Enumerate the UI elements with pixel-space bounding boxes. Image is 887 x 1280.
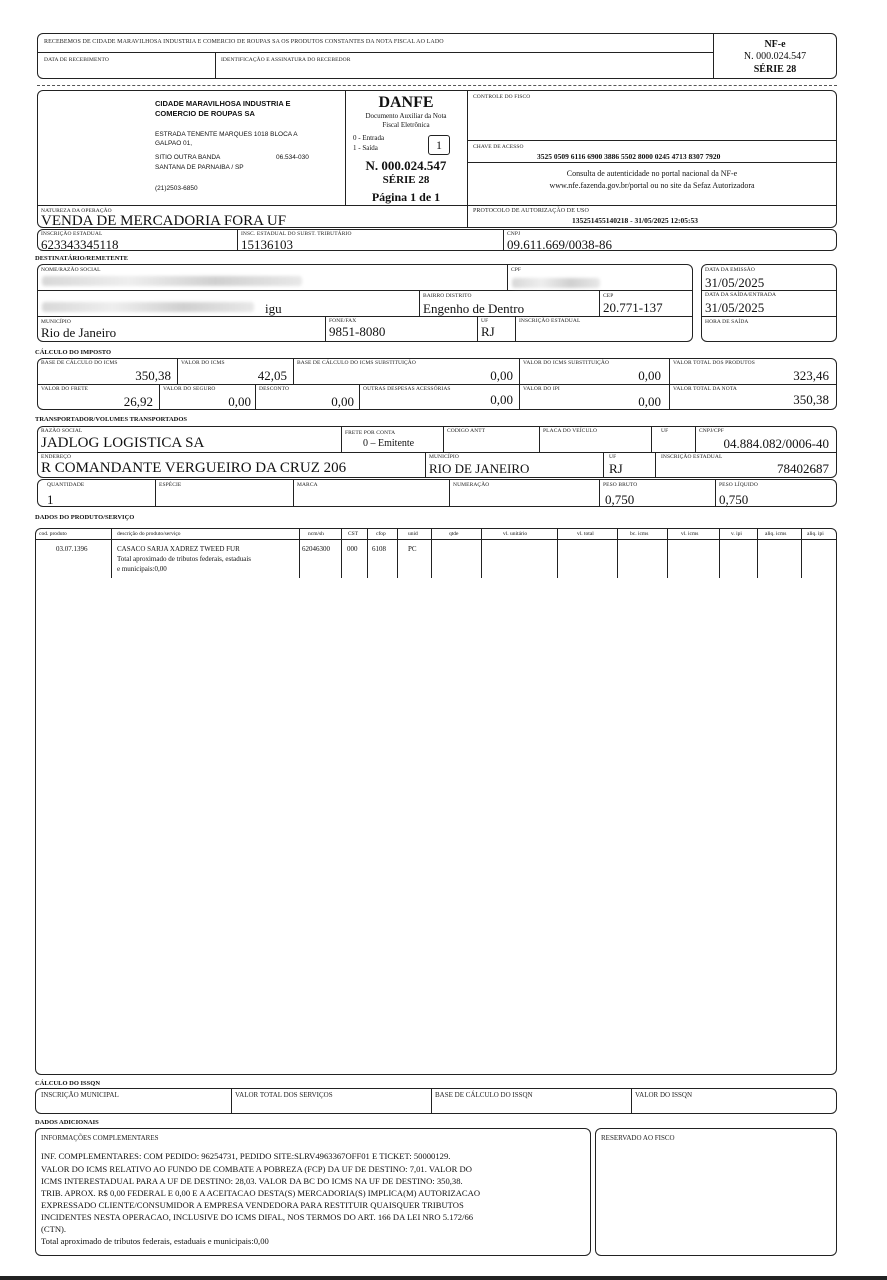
bc-st: 0,00 (490, 368, 513, 383)
col-aliq-icms: aliq. icms (765, 531, 787, 537)
discount-label: DESCONTO (259, 386, 290, 392)
issqn-services-label: VALOR TOTAL DOS SERVIÇOS (235, 1091, 333, 1099)
row-cst: 000 (347, 545, 358, 553)
redacted-address (42, 302, 254, 312)
ie-st-label: INSC. ESTADUAL DO SUBST. TRIBUTÁRIO (241, 231, 352, 237)
carrier-uf2: RJ (609, 461, 623, 476)
ie-st-value: 15136103 (241, 237, 293, 252)
divider (341, 528, 342, 578)
row-desc3: e municipais:0,00 (117, 565, 167, 573)
divider (37, 384, 837, 385)
divider (443, 426, 444, 452)
reserved-label: RESERVADO AO FISCO (601, 1134, 675, 1142)
divider (503, 229, 504, 251)
divider (299, 528, 300, 578)
divider (35, 539, 837, 540)
divider (215, 52, 216, 79)
divider (367, 528, 368, 578)
row-ncm: 62046300 (302, 545, 330, 553)
access-key-label: CHAVE DE ACESSO (473, 144, 524, 150)
ie-label: INSCRIÇÃO ESTADUAL (41, 231, 103, 237)
operation-ie-row (37, 229, 837, 251)
invoice-total-label: VALOR TOTAL DA NOTA (673, 386, 737, 392)
products-total-label: VALOR TOTAL DOS PRODUTOS (673, 360, 755, 366)
species-label: ESPÉCIE (159, 482, 182, 488)
gross: 0,750 (605, 492, 635, 507)
brand-label: MARCA (297, 482, 318, 488)
emission-label: DATA DA EMISSÃO (705, 267, 755, 273)
carrier-cnpj-label: CNPJ/CPF (699, 428, 724, 434)
row-desc1: CASACO SARJA XADREZ TWEED FUR (117, 545, 240, 553)
col-unit-price: vl. unitário (503, 531, 528, 537)
divider (231, 1088, 232, 1114)
divider (359, 384, 360, 410)
cnpj-label: CNPJ (507, 231, 521, 237)
volumes-block (37, 479, 837, 507)
exit-label: DATA DA SAÍDA/ENTRADA (705, 292, 777, 298)
carrier-uf-label: UF (661, 428, 669, 434)
issuer-address-line1: ESTRADA TENENTE MARQUES 1018 BLOCA A (155, 131, 298, 138)
info-line: INF. COMPLEMENTARES: COM PEDIDO: 96254731, PEDIDO SITE:SLRV4963367OFF01 E TICKET: 50000129. (41, 1151, 451, 1161)
col-cfop: cfop (376, 531, 386, 537)
divider (719, 528, 720, 578)
divider (481, 528, 482, 578)
danfe-type-box: 1 (428, 135, 450, 155)
divider (467, 162, 837, 163)
tax-section: CÁLCULO DO IMPOSTO (35, 349, 112, 356)
carrier-name-label: RAZÃO SOCIAL (41, 428, 83, 434)
divider (419, 290, 420, 316)
recipient-cpf-label: CPF (511, 267, 522, 273)
divider (467, 140, 837, 141)
issqn-im-label: INSCRIÇÃO MUNICIPAL (41, 1091, 119, 1099)
receipt-statement: RECEBEMOS DE CIDADE MARAVILHOSA INDUSTRIA E COMERCIO DE ROUPAS SA OS PRODUTOS CONSTANTES DA NOTA FISCAL AO LADO (44, 39, 444, 45)
divider (431, 528, 432, 578)
issqn-section: CÁLCULO DO ISSQN (35, 1080, 101, 1087)
danfe-entry: 0 - Entrada (353, 134, 385, 142)
divider (37, 452, 837, 453)
danfe-series: SÉRIE 28 (382, 174, 430, 186)
issuer-name-line2: COMERCIO DE ROUPAS SA (155, 109, 255, 118)
page-bottom-edge (0, 1276, 887, 1280)
divider (237, 229, 238, 251)
recipient-address-tail: igu (265, 301, 282, 316)
divider (519, 358, 520, 410)
divider (431, 1088, 432, 1114)
divider (557, 528, 558, 578)
danfe-page: Página 1 de 1 (371, 190, 441, 204)
carrier-address: R COMANDANTE VERGUEIRO DA CRUZ 206 (41, 460, 347, 476)
protocol-value: 135251455140218 - 31/05/2025 12:05:53 (572, 216, 699, 225)
info-line: Total aproximado de tributos federais, estaduais e municipais:0,00 (41, 1236, 269, 1246)
recipient-phone: 9851-8080 (329, 324, 386, 339)
gross-label: PESO BRUTO (603, 482, 638, 488)
redacted-cpf (512, 278, 600, 288)
info-line: TRIB. APROX. R$ 0,00 FEDERAL E 0,00 E A ACEITACAO DESTA(S) MERCADORIA(S) IMPLICA(M) AUTORIZACAO (41, 1188, 481, 1198)
divider (669, 358, 670, 410)
bc-icms-label: BASE DE CÁLCULO DO ICMS (41, 360, 118, 366)
divider (757, 528, 758, 578)
consult-line1: Consulta de autenticidade no portal nacional da NF-e (566, 169, 738, 178)
divider (515, 316, 516, 342)
ipi: 0,00 (638, 394, 661, 409)
products-table (35, 528, 837, 1075)
info-line: (CTN). (41, 1224, 67, 1234)
numbering-label: NUMERAÇÃO (453, 482, 490, 488)
receipt-signature-label: IDENTIFICAÇÃO E ASSINATURA DO RECEBEDOR (221, 57, 351, 63)
row-cfop: 6108 (372, 545, 386, 553)
issuer-zip: 06.534-030 (276, 154, 309, 161)
bc-st-label: BASE DE CÁLCULO DO ICMS SUBSTITUIÇÃO (297, 360, 416, 366)
products-section: DADOS DO PRODUTO/SERVIÇO (35, 514, 135, 521)
carrier-freight-label: FRETE POR CONTA (345, 430, 396, 436)
danfe-exit: 1 - Saída (353, 144, 378, 152)
recipient-city-label: MUNICÍPIO (41, 319, 71, 325)
carrier-cnpj: 04.884.082/0006-40 (723, 436, 829, 451)
icms: 42,05 (257, 368, 287, 383)
control-label: CONTROLE DO FISCO (473, 94, 531, 100)
carrier-freight: 0 – Emitente (363, 438, 415, 449)
net-label: PESO LÍQUIDO (719, 482, 758, 488)
emission-date: 31/05/2025 (705, 275, 765, 290)
divider (37, 290, 693, 291)
insurance-label: VALOR DO SEGURO (163, 386, 216, 392)
recipient-district: Engenho de Dentro (423, 301, 525, 316)
carrier-uf2-label: UF (609, 454, 617, 460)
protocol-label: PROTOCOLO DE AUTORIZAÇÃO DE USO (473, 208, 589, 214)
divider (477, 316, 478, 342)
freight: 26,92 (123, 394, 153, 409)
insurance: 0,00 (228, 394, 251, 409)
divider (599, 479, 600, 507)
issuer-phone: (21)2503-6850 (155, 185, 198, 192)
receipt-nfe: NF-e (764, 39, 786, 50)
danfe-number: N. 000.024.547 (365, 158, 447, 173)
divider (37, 205, 467, 206)
divider (667, 528, 668, 578)
col-ncm: ncm/sh (308, 531, 324, 537)
danfe-subtitle2: Fiscal Eletrônica (382, 121, 430, 129)
cnpj-value: 09.611.669/0038-86 (507, 237, 612, 252)
carrier-city: RIO DE JANEIRO (429, 461, 530, 476)
issuer-address-line2: GALPAO 01, (155, 140, 193, 147)
divider (651, 426, 652, 452)
divider (159, 384, 160, 410)
recipient-city: Rio de Janeiro (41, 325, 117, 340)
carrier-ie: 78402687 (777, 461, 829, 476)
antt-label: CODIGO ANTT (447, 428, 486, 434)
danfe-title: DANFE (378, 94, 434, 111)
divider (701, 316, 837, 317)
divider (801, 528, 802, 578)
divider (293, 479, 294, 507)
col-unit: unid (408, 531, 418, 537)
recipient-name-label: NOME/RAZÃO SOCIAL (41, 267, 101, 273)
exit-date: 31/05/2025 (705, 300, 765, 315)
recipient-ie-label: INSCRIÇÃO ESTADUAL (519, 318, 581, 324)
divider (617, 528, 618, 578)
info-line: VALOR DO ICMS RELATIVO AO FUNDO DE COMBATE A POBREZA (FCP) DA UF DE DESTINO: 7,01. VALOR DO (41, 1164, 472, 1174)
recipient-district-label: BAIRRO DISTRITO (423, 293, 472, 299)
divider (599, 290, 600, 316)
carrier-section: TRANSPORTADOR/VOLUMES TRANSPORTADOS (35, 416, 188, 423)
carrier-ie-label: INSCRIÇÃO ESTADUAL (661, 454, 723, 460)
divider (695, 426, 696, 452)
issqn-bc-label: BASE DE CÁLCULO DO ISSQN (435, 1091, 533, 1099)
divider (425, 452, 426, 478)
operation-label: NATUREZA DA OPERAÇÃO (41, 208, 112, 214)
info-line: ICMS INTERESTADUAL PARA A UF DE DESTINO: 28,03. VALOR DA BC DO ICMS NA UF DE DESTINO: 350,38. (41, 1176, 463, 1186)
row-unit: PC (408, 545, 417, 553)
other-label: OUTRAS DESPESAS ACESSÓRIAS (363, 386, 451, 392)
divider (631, 1088, 632, 1114)
divider (177, 358, 178, 384)
divider (467, 90, 468, 228)
divider (255, 384, 256, 410)
icms-label: VALOR DO ICMS (181, 360, 225, 366)
issuer-district: SITIO OUTRA BANDA (155, 154, 221, 161)
receipt-number: N. 000.024.547 (743, 51, 807, 62)
products-total: 323,46 (793, 368, 829, 383)
access-key: 3525 0509 6116 6900 3886 5502 8000 0245 4713 8307 7920 (537, 152, 721, 161)
ie-value: 623343345118 (41, 237, 119, 252)
divider (655, 452, 656, 478)
divider (325, 316, 326, 342)
col-qty: qtde (449, 531, 459, 537)
receipt-series: SÉRIE 28 (753, 64, 797, 75)
ipi-label: VALOR DO IPI (523, 386, 560, 392)
plate-label: PLACA DO VEÍCULO (543, 428, 598, 434)
carrier-address-label: ENDEREÇO (41, 454, 72, 460)
recipient-section: DESTINATÁRIO/REMETENTE (35, 255, 129, 262)
info-line: EXPRESSADO CLIENTE/CONSUMIDOR A EMPRESA VENDEDORA PARA RESTITUIR QUAISQUER TRIBUTOS (41, 1200, 464, 1210)
divider (603, 452, 604, 478)
qty-label: QUANTIDADE (47, 482, 85, 488)
invoice-total: 350,38 (793, 392, 829, 407)
operation-value: VENDA DE MERCADORIA FORA UF (41, 213, 287, 229)
row-code: 03.07.1396 (56, 545, 88, 553)
additional-section: DADOS ADICIONAIS (35, 1119, 99, 1126)
recipient-uf: RJ (481, 324, 495, 339)
divider (539, 426, 540, 452)
receipt-date-label: DATA DE RECEBIMENTO (44, 57, 109, 63)
issqn-value-label: VALOR DO ISSQN (635, 1091, 693, 1099)
col-ipi: v. ipi (731, 531, 742, 537)
divider (37, 52, 713, 53)
recipient-cep-label: CEP (603, 293, 614, 299)
discount: 0,00 (331, 394, 354, 409)
divider (467, 205, 837, 206)
reserved-block (595, 1128, 837, 1256)
issuer-city: SANTANA DE PARNAIBA / SP (155, 164, 244, 171)
divider (449, 479, 450, 507)
freight-label: VALOR DO FRETE (41, 386, 89, 392)
divider (507, 264, 508, 290)
col-aliq-ipi: aliq. ipi (807, 531, 824, 537)
recipient-phone-label: FONE/FAX (329, 318, 357, 324)
issuer-name-line1: CIDADE MARAVILHOSA INDUSTRIA E (155, 99, 291, 108)
consult-line2: www.nfe.fazenda.gov.br/portal ou no site da Sefaz Autorizadora (549, 181, 755, 190)
col-cst: CST (348, 531, 359, 537)
carrier-city-label: MUNICÍPIO (429, 454, 459, 460)
divider (397, 528, 398, 578)
divider (293, 358, 294, 384)
danfe-subtitle1: Documento Auxiliar da Nota (365, 112, 447, 120)
time-label: HORA DE SAÍDA (705, 319, 749, 325)
divider (155, 479, 156, 507)
info-label: INFORMAÇÕES COMPLEMENTARES (41, 1134, 159, 1142)
row-desc2: Total aproximado de tributos federais, estaduais (117, 555, 252, 563)
redacted-name (42, 276, 302, 286)
info-line: INCIDENTES NESTA OPERACAO, INCLUSIVE DO ICMS DIFAL, NOS TERMOS DO ART. 166 DA LEI NRO 5.172/66 (41, 1212, 474, 1222)
col-total: vl. total (577, 531, 594, 537)
bc-icms: 350,38 (135, 368, 171, 383)
divider (341, 426, 342, 452)
divider (37, 316, 693, 317)
net: 0,750 (719, 492, 749, 507)
col-code: cod. produto (39, 531, 67, 537)
carrier-name: JADLOG LOGISTICA SA (41, 435, 205, 451)
col-icms: vl. icms (681, 531, 699, 537)
divider (111, 528, 112, 578)
recipient-uf-label: UF (481, 318, 489, 324)
icms-st-label: VALOR DO ICMS SUBSTITUIÇÃO (523, 360, 610, 366)
cut-line (37, 85, 837, 86)
col-desc: descrição do produto/serviço (117, 531, 181, 537)
recipient-cep: 20.771-137 (603, 300, 663, 315)
col-bc-icms: bc. icms (630, 531, 649, 537)
divider (715, 479, 716, 507)
other: 0,00 (490, 392, 513, 407)
icms-st: 0,00 (638, 368, 661, 383)
qty: 1 (47, 492, 54, 507)
